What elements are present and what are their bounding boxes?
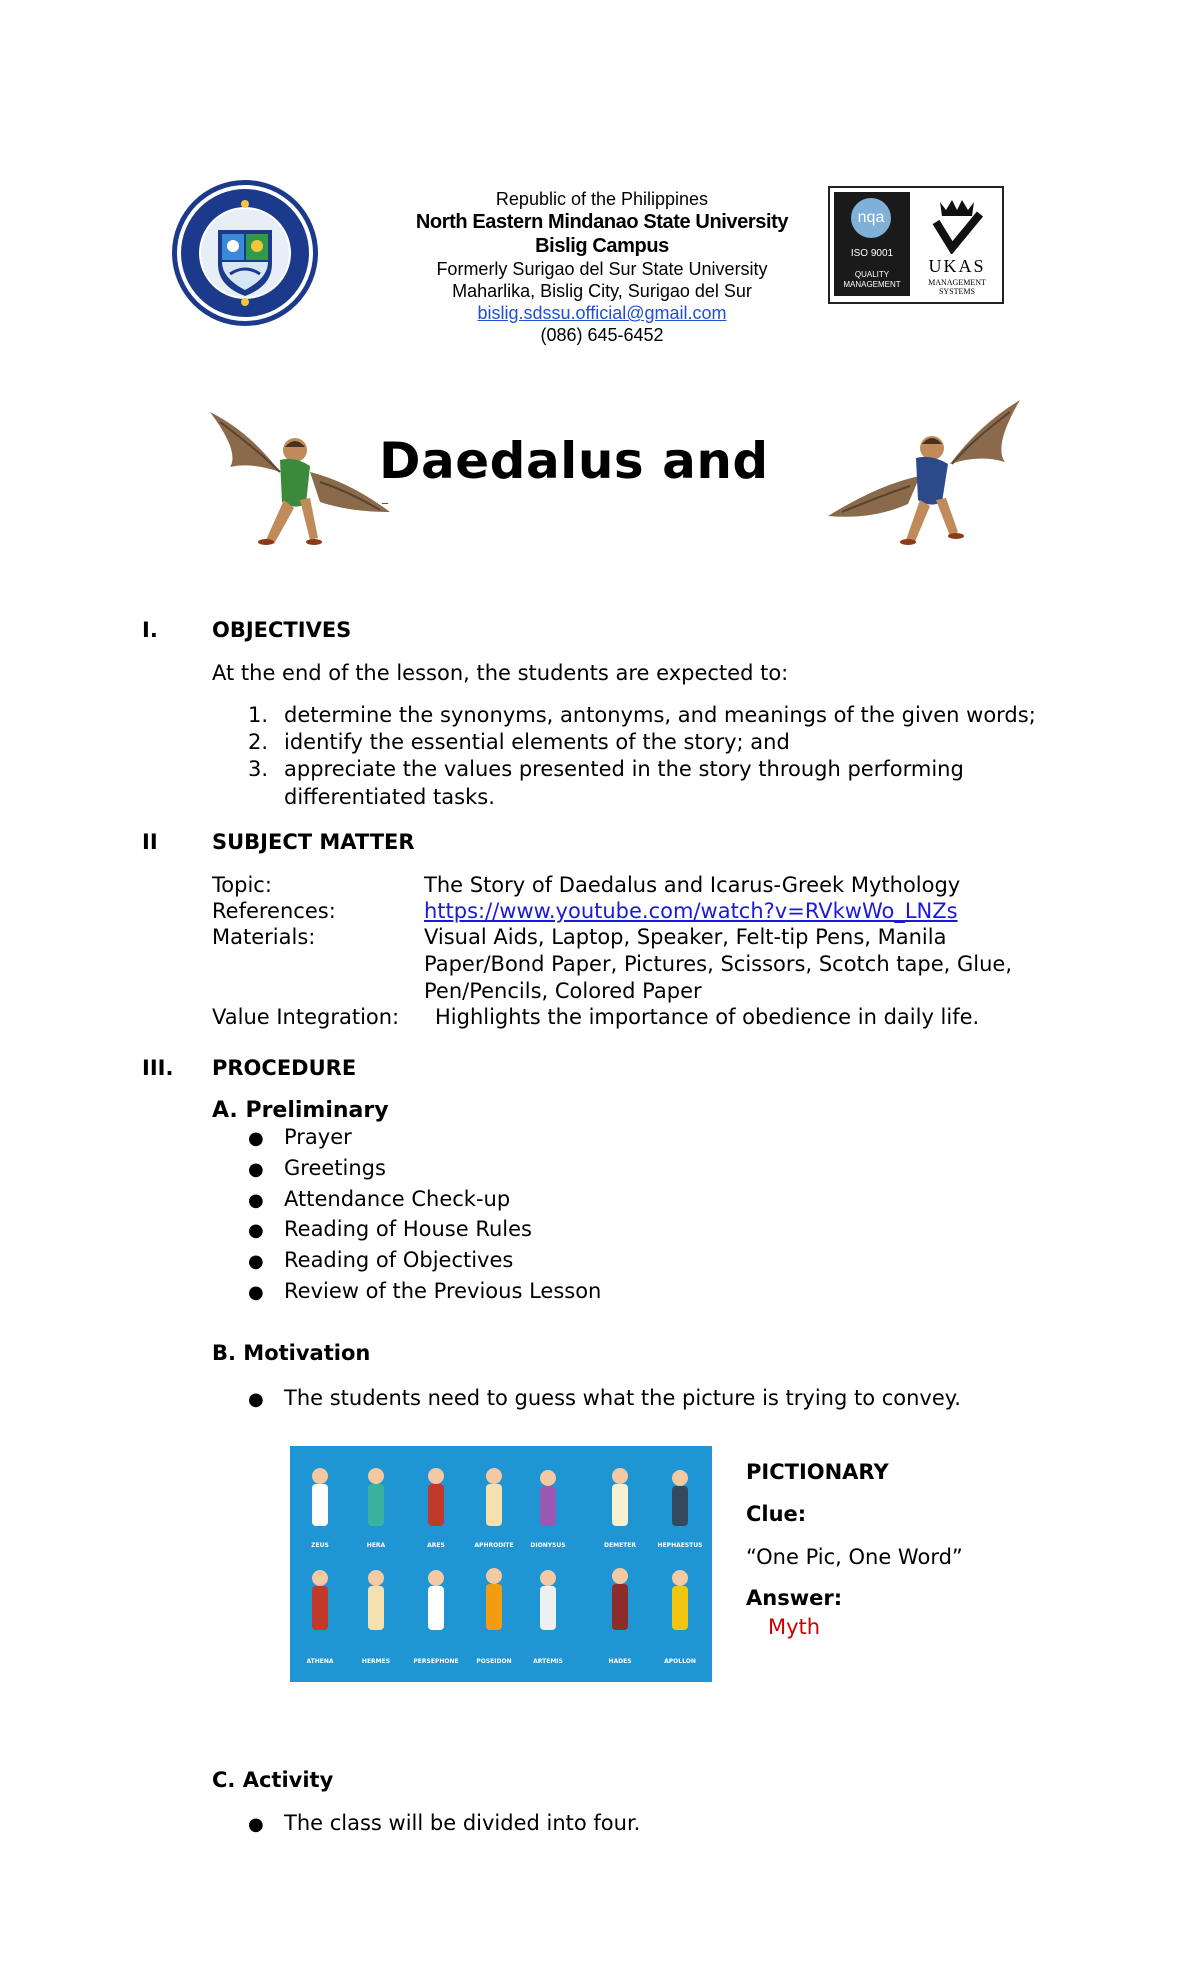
god-label: ARES bbox=[427, 1542, 445, 1549]
preliminary-item: Review of the Previous Lesson bbox=[284, 1279, 602, 1303]
campus-name: Bislig Campus bbox=[535, 235, 669, 257]
preliminary-item: Reading of House Rules bbox=[284, 1217, 532, 1241]
objective-item bbox=[248, 756, 268, 783]
god-label: PERSEPHONE bbox=[413, 1658, 459, 1665]
pictionary-heading: PICTIONARY bbox=[746, 1460, 889, 1484]
materials-line: Visual Aids, Laptop, Speaker, Felt-tip Pens, Manila bbox=[424, 925, 947, 949]
objectives-intro: At the end of the lesson, the students are expected to: bbox=[212, 661, 789, 685]
god-label: HERA bbox=[366, 1542, 386, 1549]
list-item bbox=[248, 1278, 264, 1306]
activity-bullet: The class will be divided into four. bbox=[284, 1811, 641, 1835]
activity-heading: C. Activity bbox=[212, 1768, 334, 1792]
nqa-icon: nqa bbox=[851, 198, 891, 238]
list-item bbox=[248, 1247, 264, 1275]
email-link[interactable]: bislig.sdssu.official@gmail.com bbox=[477, 303, 727, 323]
certification-logos bbox=[828, 186, 1004, 304]
nqa-logo bbox=[834, 192, 910, 296]
objective-item bbox=[248, 729, 268, 756]
winged-man-icon bbox=[820, 396, 1030, 552]
objective-number: 1. bbox=[248, 703, 269, 727]
god-label: HADES bbox=[608, 1658, 632, 1665]
ukas-label: UKAS bbox=[928, 256, 986, 276]
phone-line: (086) 645-6452 bbox=[540, 325, 664, 345]
procedure-number: III. bbox=[142, 1056, 174, 1080]
university-seal bbox=[170, 178, 320, 328]
ukas-logo bbox=[916, 192, 998, 296]
references-link[interactable]: https://www.youtube.com/watch?v=RVkwWo_LNZs bbox=[424, 899, 958, 923]
objectives-heading: OBJECTIVES bbox=[212, 618, 352, 642]
answer-text: Myth bbox=[768, 1615, 821, 1639]
list-item bbox=[248, 1385, 264, 1413]
objective-text: differentiated tasks. bbox=[284, 785, 495, 809]
materials-line: Pen/Pencils, Colored Paper bbox=[424, 979, 702, 1003]
clue-text: “One Pic, One Word” bbox=[746, 1545, 963, 1569]
iso-label: ISO 9001 bbox=[850, 248, 894, 259]
gods-illustration-icon bbox=[290, 1446, 712, 1682]
god-label: APOLLON bbox=[664, 1658, 696, 1665]
quality-label: QUALITY MANAGEMENT bbox=[843, 270, 901, 289]
preliminary-item: Reading of Objectives bbox=[284, 1248, 514, 1272]
page-title: Daedalus and bbox=[379, 432, 769, 490]
bullet-icon: ● bbox=[248, 1220, 264, 1241]
bullet-icon: ● bbox=[248, 1251, 264, 1272]
bullet-icon: ● bbox=[248, 1389, 264, 1410]
god-label: ARTEMIS bbox=[533, 1658, 563, 1665]
icarus-figure-right bbox=[820, 396, 1030, 552]
address-line: Maharlika, Bislig City, Surigao del Sur bbox=[452, 281, 752, 301]
bullet-icon: ● bbox=[248, 1282, 264, 1303]
bullet-icon: ● bbox=[248, 1190, 264, 1211]
procedure-heading: PROCEDURE bbox=[212, 1056, 357, 1080]
institution-header bbox=[392, 188, 812, 346]
god-label: DEMETER bbox=[604, 1542, 636, 1549]
list-item bbox=[248, 1186, 264, 1214]
god-label: DIONYSUS bbox=[530, 1542, 566, 1549]
god-label: POSEIDON bbox=[476, 1658, 512, 1665]
objective-text: identify the essential elements of the story; and bbox=[284, 730, 790, 754]
title-underline: _ bbox=[382, 490, 388, 504]
objectives-number: I. bbox=[142, 618, 158, 642]
god-label: APHRODITE bbox=[474, 1542, 514, 1549]
answer-label: Answer: bbox=[746, 1586, 843, 1610]
list-item bbox=[248, 1810, 264, 1838]
university-name: North Eastern Mindanao State University bbox=[415, 211, 789, 233]
objective-item bbox=[248, 702, 268, 729]
bullet-icon: ● bbox=[248, 1814, 264, 1835]
greek-gods-picture bbox=[290, 1446, 712, 1682]
materials-label: Materials: bbox=[212, 925, 316, 949]
objective-number: 3. bbox=[248, 757, 269, 781]
subject-matter-number: II bbox=[142, 830, 158, 854]
seal-icon bbox=[170, 178, 320, 328]
list-item bbox=[248, 1155, 264, 1183]
list-item bbox=[248, 1216, 264, 1244]
god-label: ATHENA bbox=[306, 1658, 334, 1665]
ukas-sub-label: MANAGEMENT SYSTEMS bbox=[928, 278, 986, 296]
preliminary-item: Attendance Check-up bbox=[284, 1187, 511, 1211]
topic-label: Topic: bbox=[212, 873, 272, 897]
topic-value: The Story of Daedalus and Icarus-Greek Mythology bbox=[424, 873, 961, 897]
god-label: HEPHAESTUS bbox=[657, 1542, 703, 1549]
list-item bbox=[248, 1124, 264, 1152]
clue-label: Clue: bbox=[746, 1502, 807, 1526]
god-figure-row1 bbox=[312, 1468, 688, 1526]
motivation-bullet: The students need to guess what the picture is trying to convey. bbox=[284, 1386, 961, 1410]
formerly-line: Formerly Surigao del Sur State University bbox=[436, 259, 768, 279]
god-label: ZEUS bbox=[311, 1542, 329, 1549]
materials-line: Paper/Bond Paper, Pictures, Scissors, Scotch tape, Glue, bbox=[424, 952, 1013, 976]
bullet-icon: ● bbox=[248, 1128, 264, 1149]
objective-number: 2. bbox=[248, 730, 269, 754]
objective-text: appreciate the values presented in the story through performing bbox=[284, 757, 964, 781]
preliminary-item: Prayer bbox=[284, 1125, 352, 1149]
daedalus-figure-left bbox=[200, 402, 400, 552]
crown-check-icon bbox=[930, 192, 984, 254]
value-integration-label: Value Integration: bbox=[212, 1005, 400, 1029]
preliminary-item: Greetings bbox=[284, 1156, 386, 1180]
value-integration-text: Highlights the importance of obedience in daily life. bbox=[435, 1005, 980, 1029]
god-figure-row2 bbox=[312, 1568, 688, 1630]
winged-man-icon bbox=[200, 402, 400, 552]
god-label: HERMES bbox=[361, 1658, 391, 1665]
objective-text: determine the synonyms, antonyms, and meanings of the given words; bbox=[284, 703, 1036, 727]
bullet-icon: ● bbox=[248, 1159, 264, 1180]
republic-line: Republic of the Philippines bbox=[495, 189, 709, 209]
subject-matter-heading: SUBJECT MATTER bbox=[212, 830, 415, 854]
preliminary-heading: A. Preliminary bbox=[212, 1098, 389, 1123]
references-label: References: bbox=[212, 899, 336, 923]
motivation-heading: B. Motivation bbox=[212, 1341, 371, 1365]
